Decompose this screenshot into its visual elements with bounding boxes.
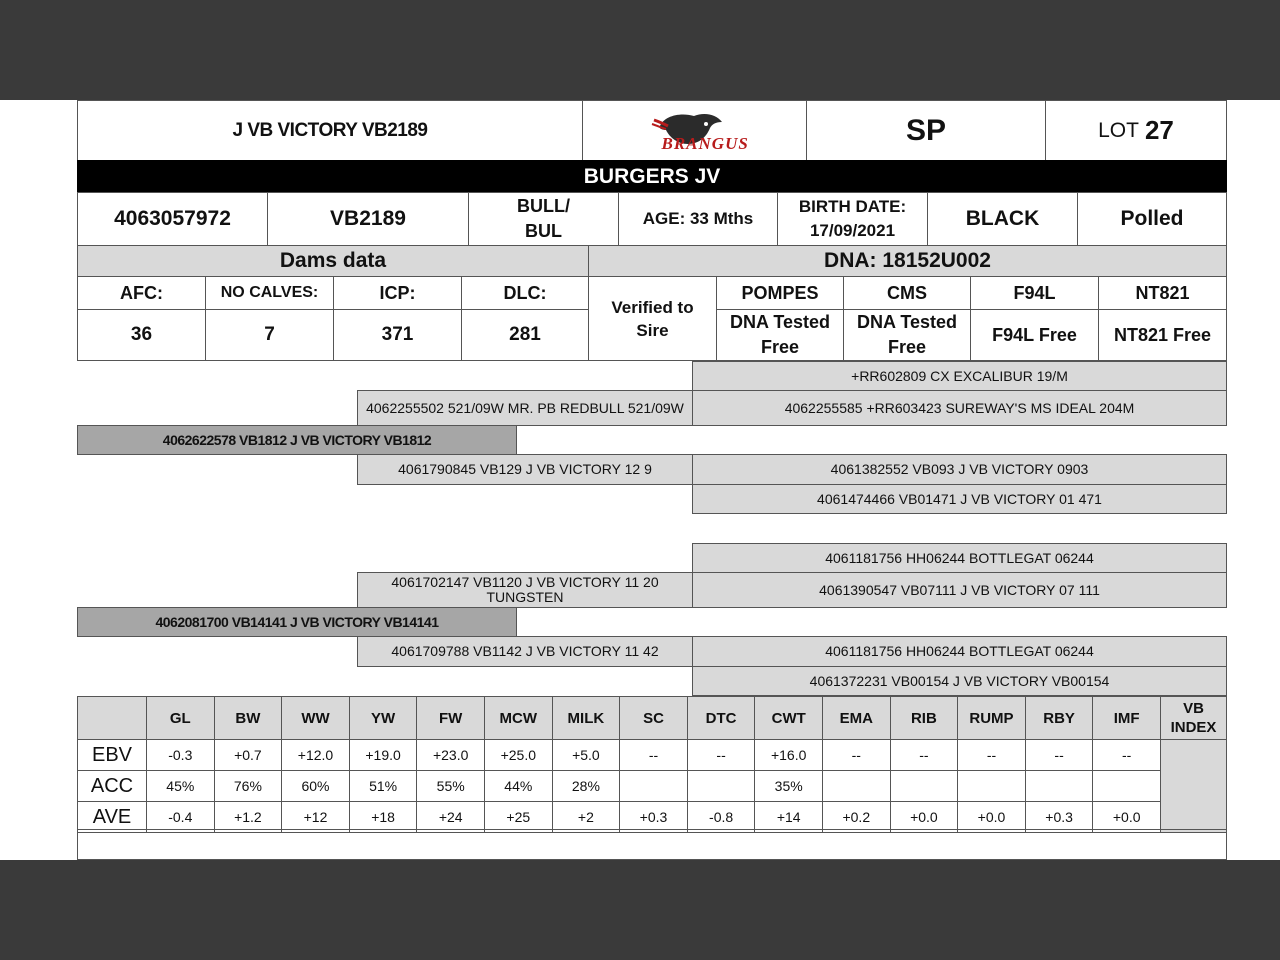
ebv-cell-ave-sc: +0.3 bbox=[619, 801, 688, 833]
ebv-cell-ebv-ema: -- bbox=[822, 739, 891, 771]
owner-bar bbox=[77, 160, 1227, 193]
dna-title: DNA: 18152U002 bbox=[588, 245, 1227, 277]
dams-value-icp: 371 bbox=[333, 309, 462, 361]
animal-name-cell bbox=[77, 100, 583, 161]
animal-name: J VB VICTORY VB2189 bbox=[232, 119, 428, 141]
birth-date-label: BIRTH DATE: bbox=[798, 197, 907, 216]
owner-name: BURGERS JV bbox=[583, 164, 721, 188]
dams-header-calves: NO CALVES: bbox=[205, 276, 334, 310]
ebv-row-label-ave: AVE bbox=[77, 801, 147, 833]
ebv-cell-ebv-fw: +23.0 bbox=[416, 739, 485, 771]
pedigree-sire-sire-sire: +RR602809 CX EXCALIBUR 19/M bbox=[692, 361, 1227, 391]
ebv-cell-ave-rib: +0.0 bbox=[890, 801, 959, 833]
birth-date-cell bbox=[777, 192, 928, 246]
pedigree-dam-dam: 4061709788 VB1142 J VB VICTORY 11 42 bbox=[357, 636, 693, 667]
ebv-cell-ebv-bw: +0.7 bbox=[214, 739, 283, 771]
ebv-cell-acc-yw: 51% bbox=[349, 770, 418, 802]
ebv-cell-acc-milk: 28% bbox=[552, 770, 621, 802]
brangus-logo-cell bbox=[582, 100, 807, 161]
dams-value-calves: 7 bbox=[205, 309, 334, 361]
class-code-cell bbox=[806, 100, 1046, 161]
sex: BULL/ BUL bbox=[468, 192, 619, 246]
ebv-cell-ebv-mcw: +25.0 bbox=[484, 739, 553, 771]
ebv-cell-acc-imf bbox=[1092, 770, 1161, 802]
dna-test-f94l: F94L bbox=[970, 276, 1099, 310]
ebv-cell-ave-yw: +18 bbox=[349, 801, 418, 833]
ebv-header-imf: IMF bbox=[1092, 696, 1161, 740]
pedigree-sire-dam-dam: 4061474466 VB01471 J VB VICTORY 01 471 bbox=[692, 484, 1227, 514]
ebv-header-milk: MILK bbox=[552, 696, 621, 740]
ebv-cell-ave-imf: +0.0 bbox=[1092, 801, 1161, 833]
ebv-cell-ebv-dtc: -- bbox=[687, 739, 756, 771]
tattoo: VB2189 bbox=[267, 192, 469, 246]
ebv-cell-acc-ww: 60% bbox=[281, 770, 350, 802]
pedigree-dam-dam-dam: 4061372231 VB00154 J VB VICTORY VB00154 bbox=[692, 666, 1227, 696]
verified-to-sire: Verified to Sire bbox=[588, 276, 717, 361]
ebv-cell-acc-bw: 76% bbox=[214, 770, 283, 802]
ebv-cell-ave-cwt: +14 bbox=[754, 801, 823, 833]
ebv-cell-acc-rump bbox=[957, 770, 1026, 802]
pedigree-dam: 4062081700 VB14141 J VB VICTORY VB14141 bbox=[77, 607, 517, 637]
ebv-cell-ave-ema: +0.2 bbox=[822, 801, 891, 833]
ebv-header-ema: EMA bbox=[822, 696, 891, 740]
ebv-cell-ave-fw: +24 bbox=[416, 801, 485, 833]
logo-wordmark: BRANGUS bbox=[661, 133, 749, 153]
class-code: SP bbox=[905, 113, 947, 147]
ebv-cell-ave-ww: +12 bbox=[281, 801, 350, 833]
ebv-cell-ebv-sc: -- bbox=[619, 739, 688, 771]
ebv-row-label-acc: ACC bbox=[77, 770, 147, 802]
ebv-header-corner bbox=[77, 696, 147, 740]
ebv-header-rby: RBY bbox=[1025, 696, 1094, 740]
ebv-cell-ebv-rby: -- bbox=[1025, 739, 1094, 771]
ebv-cell-ebv-ww: +12.0 bbox=[281, 739, 350, 771]
pedigree-sire-dam: 4061790845 VB129 J VB VICTORY 12 9 bbox=[357, 454, 693, 485]
ebv-header-vb-index: VB INDEX bbox=[1160, 696, 1227, 740]
reg-number: 4063057972 bbox=[77, 192, 268, 246]
dna-result-nt821: NT821 Free bbox=[1098, 309, 1227, 361]
ebv-cell-acc-sc bbox=[619, 770, 688, 802]
ebv-header-fw: FW bbox=[416, 696, 485, 740]
dams-header-icp: ICP: bbox=[333, 276, 462, 310]
birth-date: 17/09/2021 bbox=[809, 221, 896, 240]
dna-result-cms: DNA Tested Free bbox=[843, 309, 971, 361]
lot-number: 27 bbox=[1144, 115, 1174, 145]
ebv-cell-ebv-rib: -- bbox=[890, 739, 959, 771]
pedigree-sire-sire: 4062255502 521/09W MR. PB REDBULL 521/09W bbox=[357, 390, 693, 426]
ebv-cell-ave-milk: +2 bbox=[552, 801, 621, 833]
pedigree-sire-dam-sire: 4061382552 VB093 J VB VICTORY 0903 bbox=[692, 454, 1227, 485]
ebv-header-bw: BW bbox=[214, 696, 283, 740]
ebv-header-dtc: DTC bbox=[687, 696, 756, 740]
brangus-logo bbox=[620, 108, 770, 154]
ebv-cell-ebv-gl: -0.3 bbox=[146, 739, 215, 771]
ebv-cell-ave-bw: +1.2 bbox=[214, 801, 283, 833]
ebv-cell-ave-rby: +0.3 bbox=[1025, 801, 1094, 833]
dams-value-dlc: 281 bbox=[461, 309, 589, 361]
ebv-cell-ebv-cwt: +16.0 bbox=[754, 739, 823, 771]
ebv-cell-acc-dtc bbox=[687, 770, 756, 802]
dna-test-nt821: NT821 bbox=[1098, 276, 1227, 310]
ebv-cell-ebv-yw: +19.0 bbox=[349, 739, 418, 771]
ebv-cell-acc-gl: 45% bbox=[146, 770, 215, 802]
ebv-header-gl: GL bbox=[146, 696, 215, 740]
colour: BLACK bbox=[927, 192, 1078, 246]
dams-header-dlc: DLC: bbox=[461, 276, 589, 310]
ebv-header-rib: RIB bbox=[890, 696, 959, 740]
pedigree-dam-dam-sire: 4061181756 HH06244 BOTTLEGAT 06244 bbox=[692, 636, 1227, 667]
lot-card bbox=[0, 100, 1280, 860]
ebv-cell-acc-rby bbox=[1025, 770, 1094, 802]
dams-header-afc: AFC: bbox=[77, 276, 206, 310]
ebv-header-mcw: MCW bbox=[484, 696, 553, 740]
ebv-row-label-ebv: EBV bbox=[77, 739, 147, 771]
ebv-cell-acc-cwt: 35% bbox=[754, 770, 823, 802]
ebv-cell-acc-fw: 55% bbox=[416, 770, 485, 802]
pedigree-dam-sire: 4061702147 VB1120 J VB VICTORY 11 20 TUNGSTEN bbox=[357, 572, 693, 608]
ebv-cell-acc-rib bbox=[890, 770, 959, 802]
lot-cell bbox=[1045, 100, 1227, 161]
ebv-header-yw: YW bbox=[349, 696, 418, 740]
pedigree-dam-sire-sire: 4061181756 HH06244 BOTTLEGAT 06244 bbox=[692, 543, 1227, 573]
ebv-header-rump: RUMP bbox=[957, 696, 1026, 740]
pedigree-dam-sire-dam: 4061390547 VB07111 J VB VICTORY 07 111 bbox=[692, 572, 1227, 608]
dna-result-pompes: DNA Tested Free bbox=[716, 309, 844, 361]
ebv-cell-ebv-rump: -- bbox=[957, 739, 1026, 771]
dna-test-pompes: POMPES bbox=[716, 276, 844, 310]
ebv-cell-ave-dtc: -0.8 bbox=[687, 801, 756, 833]
ebv-cell-ebv-imf: -- bbox=[1092, 739, 1161, 771]
ebv-cell-ave-mcw: +25 bbox=[484, 801, 553, 833]
age: AGE: 33 Mths bbox=[618, 192, 778, 246]
ebv-cell-ave-rump: +0.0 bbox=[957, 801, 1026, 833]
dna-result-f94l: F94L Free bbox=[970, 309, 1099, 361]
dams-title: Dams data bbox=[77, 245, 589, 277]
footer-blank-row bbox=[77, 829, 1227, 860]
ebv-cell-ave-gl: -0.4 bbox=[146, 801, 215, 833]
dna-test-cms: CMS bbox=[843, 276, 971, 310]
ebv-header-cwt: CWT bbox=[754, 696, 823, 740]
horn-status: Polled bbox=[1077, 192, 1227, 246]
lot-label: LOT bbox=[1098, 118, 1139, 142]
ebv-cell-acc-mcw: 44% bbox=[484, 770, 553, 802]
ebv-vb-index-value bbox=[1160, 739, 1227, 833]
pedigree-sire: 4062622578 VB1812 J VB VICTORY VB1812 bbox=[77, 425, 517, 455]
dams-value-afc: 36 bbox=[77, 309, 206, 361]
ebv-header-ww: WW bbox=[281, 696, 350, 740]
pedigree-sire-sire-dam: 4062255585 +RR603423 SUREWAY'S MS IDEAL 204M bbox=[692, 390, 1227, 426]
ebv-header-sc: SC bbox=[619, 696, 688, 740]
ebv-cell-ebv-milk: +5.0 bbox=[552, 739, 621, 771]
ebv-cell-acc-ema bbox=[822, 770, 891, 802]
